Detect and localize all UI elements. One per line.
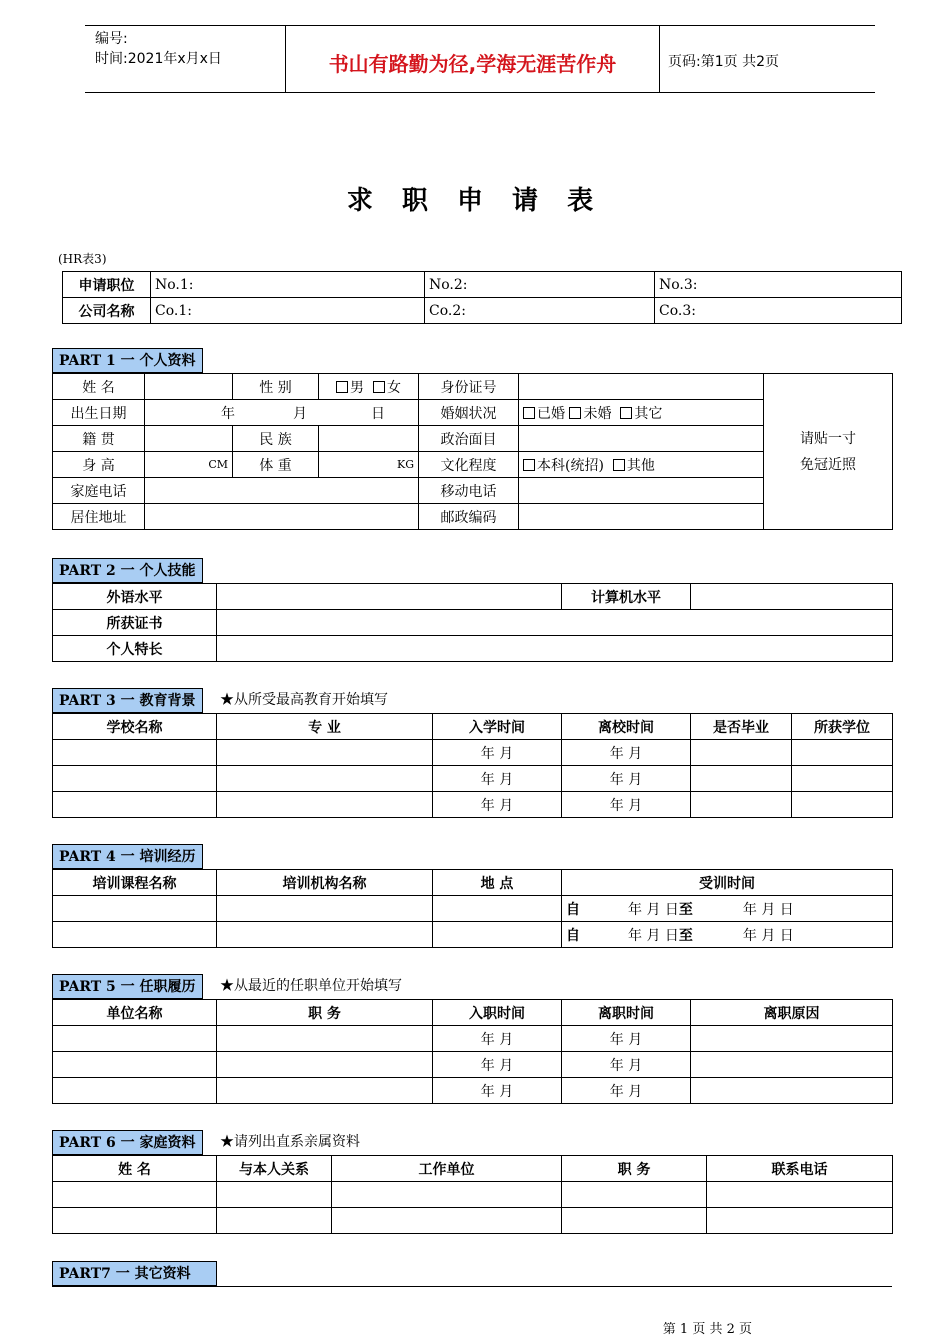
language-field[interactable] (217, 584, 562, 610)
gender-label: 性 别 (233, 374, 319, 400)
position-no3[interactable]: No.3: (655, 272, 902, 298)
edu-graduated-field[interactable] (691, 792, 792, 818)
edu-major-field[interactable] (217, 766, 433, 792)
family-col-phone: 联系电话 (707, 1156, 893, 1182)
address-label: 居住地址 (53, 504, 145, 530)
edu-school-field[interactable] (53, 740, 217, 766)
company-co2[interactable]: Co.2: (425, 298, 655, 324)
edu-col-end: 离校时间 (562, 714, 691, 740)
political-label: 政治面目 (419, 426, 519, 452)
family-phone-field[interactable] (707, 1182, 893, 1208)
work-reason-field[interactable] (691, 1078, 893, 1104)
certificates-label: 所获证书 (53, 610, 217, 636)
family-phone-field[interactable] (707, 1208, 893, 1234)
family-table (52, 1155, 893, 1234)
train-col-course: 培训课程名称 (53, 870, 217, 896)
header-page-info: 页码:第1页 共2页 (668, 54, 779, 70)
training-table (52, 869, 893, 948)
home-phone-label: 家庭电话 (53, 478, 145, 504)
edu-col-start: 入学时间 (433, 714, 562, 740)
train-place-field[interactable] (433, 922, 562, 948)
part7-title: PART7 一 其它资料 (52, 1261, 217, 1286)
female-checkbox[interactable] (373, 381, 385, 393)
specialty-label: 个人特长 (53, 636, 217, 662)
family-col-relation: 与本人关系 (217, 1156, 332, 1182)
weight-field[interactable]: KG (319, 452, 419, 478)
table-row (53, 1182, 893, 1208)
married-checkbox[interactable] (523, 407, 535, 419)
page-footer: 第 1 页 共 2 页 (662, 1322, 752, 1337)
train-col-time: 受训时间 (562, 870, 893, 896)
family-relation-field[interactable] (217, 1208, 332, 1234)
edu-col-graduated: 是否毕业 (691, 714, 792, 740)
edu-degree-field[interactable] (792, 766, 893, 792)
edu-degree-field[interactable] (792, 792, 893, 818)
certificates-field[interactable] (217, 610, 893, 636)
personal-info-table (52, 373, 893, 530)
skills-table (52, 583, 893, 662)
family-name-field[interactable] (53, 1208, 217, 1234)
company-co1[interactable]: Co.1: (151, 298, 425, 324)
family-employer-field[interactable] (332, 1208, 562, 1234)
part3-note: ★从所受最高教育开始填写 (220, 692, 388, 708)
edu-graduated-field[interactable] (691, 740, 792, 766)
marital-options[interactable]: 已婚 未婚 其它 (519, 400, 764, 426)
photo-box[interactable]: 请贴一寸 免冠近照 (764, 374, 893, 530)
train-course-field[interactable] (53, 922, 217, 948)
work-reason-field[interactable] (691, 1026, 893, 1052)
table-row (53, 922, 893, 948)
work-end-field[interactable]: 年 月 (562, 1026, 691, 1052)
edu-school-field[interactable] (53, 792, 217, 818)
edu-col-major: 专 业 (217, 714, 433, 740)
education-table (52, 713, 893, 818)
form-code: (HR表3) (58, 252, 107, 266)
postcode-label: 邮政编码 (419, 504, 519, 530)
work-col-end: 离职时间 (562, 1000, 691, 1026)
part1-title: PART 1 一 个人资料 (52, 348, 203, 373)
home-phone-field[interactable] (145, 478, 419, 504)
work-title-field[interactable] (217, 1052, 433, 1078)
other-edu-checkbox[interactable] (613, 459, 625, 471)
header-top-rule (85, 25, 875, 26)
train-org-field[interactable] (217, 896, 433, 922)
table-row (53, 1026, 893, 1052)
table-row (53, 1078, 893, 1104)
edu-start-field[interactable]: 年 月 (433, 792, 562, 818)
native-field[interactable] (145, 426, 233, 452)
political-field[interactable] (519, 426, 764, 452)
family-title-field[interactable] (562, 1208, 707, 1234)
part4-title: PART 4 一 培训经历 (52, 844, 203, 869)
work-company-field[interactable] (53, 1078, 217, 1104)
edu-col-degree: 所获学位 (792, 714, 893, 740)
work-title-field[interactable] (217, 1026, 433, 1052)
header-bottom-rule (85, 92, 875, 93)
work-start-field[interactable]: 年 月 (433, 1078, 562, 1104)
family-col-name: 姓 名 (53, 1156, 217, 1182)
edu-degree-field[interactable] (792, 740, 893, 766)
edu-col-school: 学校名称 (53, 714, 217, 740)
table-row (53, 766, 893, 792)
header-number: 编号: (95, 31, 128, 47)
position-no2[interactable]: No.2: (425, 272, 655, 298)
family-col-title: 职 务 (562, 1156, 707, 1182)
id-label: 身份证号 (419, 374, 519, 400)
marital-label: 婚姻状况 (419, 400, 519, 426)
family-name-field[interactable] (53, 1182, 217, 1208)
gender-options[interactable]: 男 女 (319, 374, 419, 400)
work-company-field[interactable] (53, 1052, 217, 1078)
table-row (53, 792, 893, 818)
part5-title: PART 5 一 任职履历 (52, 974, 203, 999)
birth-label: 出生日期 (53, 400, 145, 426)
position-label: 申请职位 (63, 272, 151, 298)
header-divider (659, 26, 660, 93)
computer-label: 计算机水平 (562, 584, 691, 610)
edu-graduated-field[interactable] (691, 766, 792, 792)
height-label: 身 高 (53, 452, 145, 478)
train-col-org: 培训机构名称 (217, 870, 433, 896)
education-label: 文化程度 (419, 452, 519, 478)
edu-end-field[interactable]: 年 月 (562, 766, 691, 792)
employment-table (52, 999, 893, 1104)
other-marital-checkbox[interactable] (620, 407, 632, 419)
family-title-field[interactable] (562, 1182, 707, 1208)
edu-start-field[interactable]: 年 月 (433, 766, 562, 792)
train-time-field[interactable]: 自 年 月 日至 年 月 日 (562, 922, 893, 948)
table-row (53, 1208, 893, 1234)
single-checkbox[interactable] (569, 407, 581, 419)
height-field[interactable]: CM (145, 452, 233, 478)
male-checkbox[interactable] (336, 381, 348, 393)
id-field[interactable] (519, 374, 764, 400)
company-label: 公司名称 (63, 298, 151, 324)
work-col-reason: 离职原因 (691, 1000, 893, 1026)
table-row (53, 1052, 893, 1078)
header-time: 时间:2021年x月x日 (95, 51, 222, 67)
mobile-label: 移动电话 (419, 478, 519, 504)
ethnic-field[interactable] (319, 426, 419, 452)
part6-title: PART 6 一 家庭资料 (52, 1130, 203, 1155)
work-title-field[interactable] (217, 1078, 433, 1104)
work-reason-field[interactable] (691, 1052, 893, 1078)
part3-title: PART 3 一 教育背景 (52, 688, 203, 713)
bachelor-checkbox[interactable] (523, 459, 535, 471)
work-end-field[interactable]: 年 月 (562, 1052, 691, 1078)
work-company-field[interactable] (53, 1026, 217, 1052)
language-label: 外语水平 (53, 584, 217, 610)
edu-end-field[interactable]: 年 月 (562, 792, 691, 818)
train-course-field[interactable] (53, 896, 217, 922)
education-options[interactable]: 本科(统招) 其他 (519, 452, 764, 478)
work-start-field[interactable]: 年 月 (433, 1052, 562, 1078)
postcode-field[interactable] (519, 504, 764, 530)
part5-note: ★从最近的任职单位开始填写 (220, 978, 402, 994)
work-end-field[interactable]: 年 月 (562, 1078, 691, 1104)
weight-label: 体 重 (233, 452, 319, 478)
train-col-place: 地 点 (433, 870, 562, 896)
family-relation-field[interactable] (217, 1182, 332, 1208)
edu-school-field[interactable] (53, 766, 217, 792)
train-place-field[interactable] (433, 896, 562, 922)
mobile-field[interactable] (519, 478, 764, 504)
specialty-field[interactable] (217, 636, 893, 662)
family-employer-field[interactable] (332, 1182, 562, 1208)
edu-major-field[interactable] (217, 740, 433, 766)
position-no1[interactable]: No.1: (151, 272, 425, 298)
name-label: 姓 名 (53, 374, 145, 400)
computer-field[interactable] (691, 584, 893, 610)
part6-note: ★请列出直系亲属资料 (220, 1134, 360, 1150)
birth-field[interactable]: 年 月 日 (145, 400, 419, 426)
family-col-employer: 工作单位 (332, 1156, 562, 1182)
part2-title: PART 2 一 个人技能 (52, 558, 203, 583)
name-field[interactable] (145, 374, 233, 400)
work-col-company: 单位名称 (53, 1000, 217, 1026)
table-row (53, 896, 893, 922)
header-motto: 书山有路勤为径,学海无涯苦作舟 (328, 52, 617, 76)
train-org-field[interactable] (217, 922, 433, 948)
ethnic-label: 民 族 (233, 426, 319, 452)
edu-major-field[interactable] (217, 792, 433, 818)
train-time-field[interactable]: 自 年 月 日至 年 月 日 (562, 896, 893, 922)
work-col-title: 职 务 (217, 1000, 433, 1026)
table-row (53, 740, 893, 766)
part7-rule (52, 1286, 892, 1287)
edu-end-field[interactable]: 年 月 (562, 740, 691, 766)
edu-start-field[interactable]: 年 月 (433, 740, 562, 766)
apply-table (62, 271, 902, 324)
address-field[interactable] (145, 504, 419, 530)
native-label: 籍 贯 (53, 426, 145, 452)
work-start-field[interactable]: 年 月 (433, 1026, 562, 1052)
form-title: 求 职 申 请 表 (346, 186, 604, 216)
work-col-start: 入职时间 (433, 1000, 562, 1026)
company-co3[interactable]: Co.3: (655, 298, 902, 324)
